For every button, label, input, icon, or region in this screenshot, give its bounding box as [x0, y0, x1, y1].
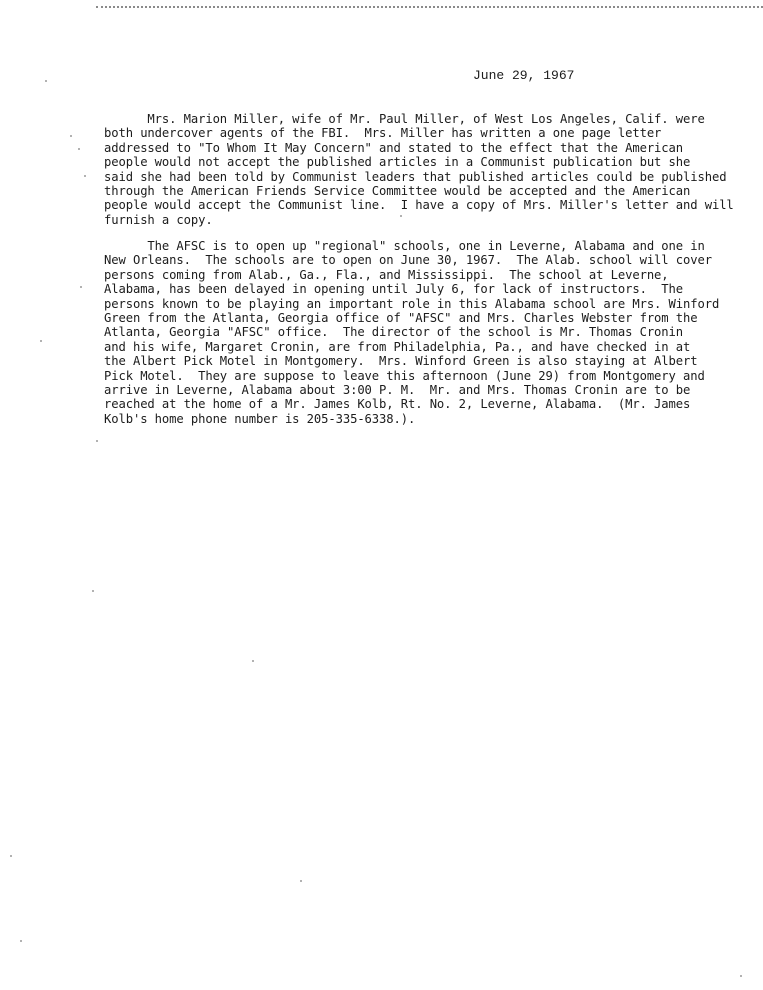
scan-speck — [300, 880, 302, 882]
paragraph-1-line: people would not accept the published articles in a Communist publication but she — [104, 155, 691, 170]
paragraph-1-line: Mrs. Marion Miller, wife of Mr. Paul Miller, of West Los Angeles, Calif. were — [104, 112, 705, 126]
paragraph-2-line: New Orleans. The schools are to open on June 30, 1967. The Alab. school will cover — [104, 253, 712, 268]
paragraph-1-line: addressed to "To Whom It May Concern" and stated to the effect that the American — [104, 140, 684, 155]
scan-speck — [78, 148, 80, 150]
scan-speck — [40, 340, 42, 342]
scan-speck — [80, 286, 82, 288]
scan-speck — [252, 660, 254, 662]
letter-date: June 29, 1967 — [473, 68, 575, 83]
scan-speck — [740, 975, 742, 977]
top-dotted-rule — [96, 6, 763, 8]
paragraph-2-line: persons known to be playing an important role in this Alabama school are Mrs. Winford — [104, 296, 720, 311]
scan-speck — [10, 855, 12, 857]
paragraph-2-line: The AFSC is to open up "regional" schools, one in Leverne, Alabama and one in — [104, 239, 705, 253]
scan-speck — [45, 80, 47, 82]
paragraph-1-line: furnish a copy. — [104, 212, 213, 227]
paragraph-2-line: reached at the home of a Mr. James Kolb, Rt. No. 2, Leverne, Alabama. (Mr. James — [104, 397, 691, 412]
scan-speck — [70, 135, 72, 137]
paragraph-1-line: both undercover agents of the FBI. Mrs. Miller has written a one page letter — [104, 126, 662, 141]
paragraph-2-line: the Albert Pick Motel in Montgomery. Mrs. Winford Green is also staying at Albert — [104, 354, 698, 369]
paragraph-2-line: Kolb's home phone number is 205-335-6338.). — [104, 411, 416, 426]
scan-speck — [96, 440, 98, 442]
paragraph-2-line: persons coming from Alab., Ga., Fla., and Mississippi. The school at Leverne, — [104, 267, 669, 282]
paragraph-1-line: said she had been told by Communist leaders that published articles could be published — [104, 169, 727, 184]
paragraph-2-line: Pick Motel. They are suppose to leave this afternoon (June 29) from Montgomery and — [104, 368, 705, 383]
scan-speck — [20, 940, 22, 942]
scan-speck — [92, 590, 94, 592]
paragraph-2-line: arrive in Leverne, Alabama about 3:00 P. M. Mr. and Mrs. Thomas Cronin are to be — [104, 383, 691, 398]
paragraph-2-line: Alabama, has been delayed in opening until July 6, for lack of instructors. The — [104, 282, 684, 297]
paragraph-2 — [104, 239, 719, 426]
paragraph-1-line: people would accept the Communist line. I have a copy of Mrs. Miller's letter and will — [104, 198, 734, 213]
scan-speck — [400, 215, 402, 217]
paragraph-1 — [104, 112, 734, 227]
scan-speck — [84, 175, 86, 177]
paragraph-2-line: Green from the Atlanta, Georgia office of "AFSC" and Mrs. Charles Webster from the — [104, 311, 698, 326]
paragraph-2-line: and his wife, Margaret Cronin, are from Philadelphia, Pa., and have checked in at — [104, 339, 691, 354]
paragraph-1-line: through the American Friends Service Committee would be accepted and the American — [104, 184, 691, 199]
paragraph-2-line: Atlanta, Georgia "AFSC" office. The director of the school is Mr. Thomas Cronin — [104, 325, 684, 340]
